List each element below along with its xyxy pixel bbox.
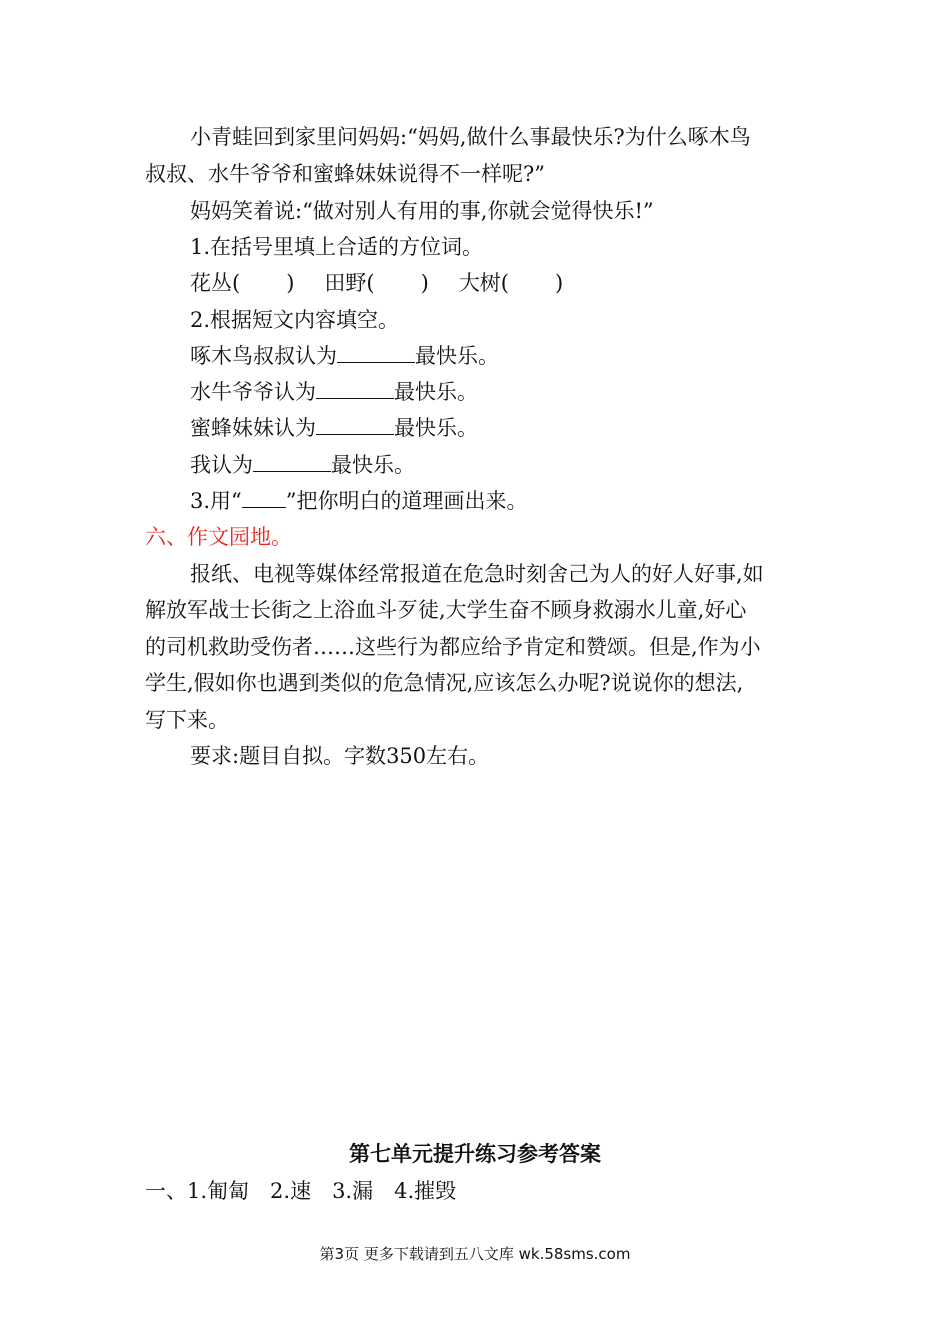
section-6-line-4: 学生,假如你也遇到类似的危急情况,应该怎么办呢?说说你的想法, [145, 671, 744, 695]
section-6-line-5: 写下来。 [145, 708, 229, 732]
section-6-line-1: 报纸、电视等媒体经常报道在危急时刻舍己为人的好人好事,如 [190, 562, 764, 586]
question-2-row-2 [190, 377, 860, 407]
answers-title: 第七单元提升练习参考答案 [349, 1141, 601, 1166]
section-6-line-2: 解放军战士长街之上浴血斗歹徒,大学生奋不顾身救溺水儿童,好心 [145, 598, 747, 622]
fill-prefix: 我认为 [190, 453, 253, 477]
fill-blank [337, 344, 415, 363]
section-6-heading: 六、作文园地。 [145, 525, 292, 549]
fill-prefix: 蜜蜂妹妹认为 [190, 416, 316, 440]
q1-paren-close: ) [286, 271, 295, 295]
q1-paren-close: ) [555, 271, 564, 295]
page-footer: 第3页 更多下载请到五八文库 wk.58sms.com [319, 1245, 631, 1263]
q1-item-tianye: 田野( [324, 271, 375, 295]
q1-paren-close: ) [420, 271, 429, 295]
fill-blank [253, 453, 331, 472]
question-3 [190, 486, 860, 516]
q3-suffix: ”把你明白的道理画出来。 [285, 489, 528, 513]
fill-suffix: 最快乐。 [394, 380, 478, 404]
question-2-text: 2.根据短文内容填空。 [190, 308, 400, 332]
fill-blank [316, 380, 394, 399]
question-1-items [190, 268, 860, 298]
fill-blank [242, 489, 286, 508]
story-paragraph-1-line-1: 小青蛙回到家里问妈妈:“妈妈,做什么事最快乐?为什么啄木鸟 [190, 125, 751, 149]
q1-item-huacong: 花丛( [190, 271, 241, 295]
story-paragraph-2: 妈妈笑着说:“做对别人有用的事,你就会觉得快乐!” [190, 199, 654, 223]
fill-suffix: 最快乐。 [415, 344, 499, 368]
section-6-requirement: 要求:题目自拟。字数350左右。 [190, 744, 490, 768]
question-2-row-3 [190, 413, 860, 443]
fill-suffix: 最快乐。 [394, 416, 478, 440]
question-2-row-4 [190, 450, 860, 480]
fill-blank [316, 416, 394, 435]
fill-suffix: 最快乐。 [331, 453, 415, 477]
fill-prefix: 水牛爷爷认为 [190, 380, 316, 404]
section-6-line-3: 的司机救助受伤者……这些行为都应给予肯定和赞颂。但是,作为小 [145, 635, 761, 659]
fill-prefix: 啄木鸟叔叔认为 [190, 344, 337, 368]
q3-prefix: 3.用“ [190, 489, 242, 513]
question-2-row-1 [190, 341, 860, 371]
answers-line-1: 一、1.匍匐 2.速 3.漏 4.摧毁 [145, 1179, 457, 1203]
q1-item-dashu: 大树( [458, 271, 510, 295]
story-paragraph-1-line-2: 叔叔、水牛爷爷和蜜蜂妹妹说得不一样呢?” [145, 162, 545, 186]
question-1-text: 1.在括号里填上合适的方位词。 [190, 235, 484, 259]
